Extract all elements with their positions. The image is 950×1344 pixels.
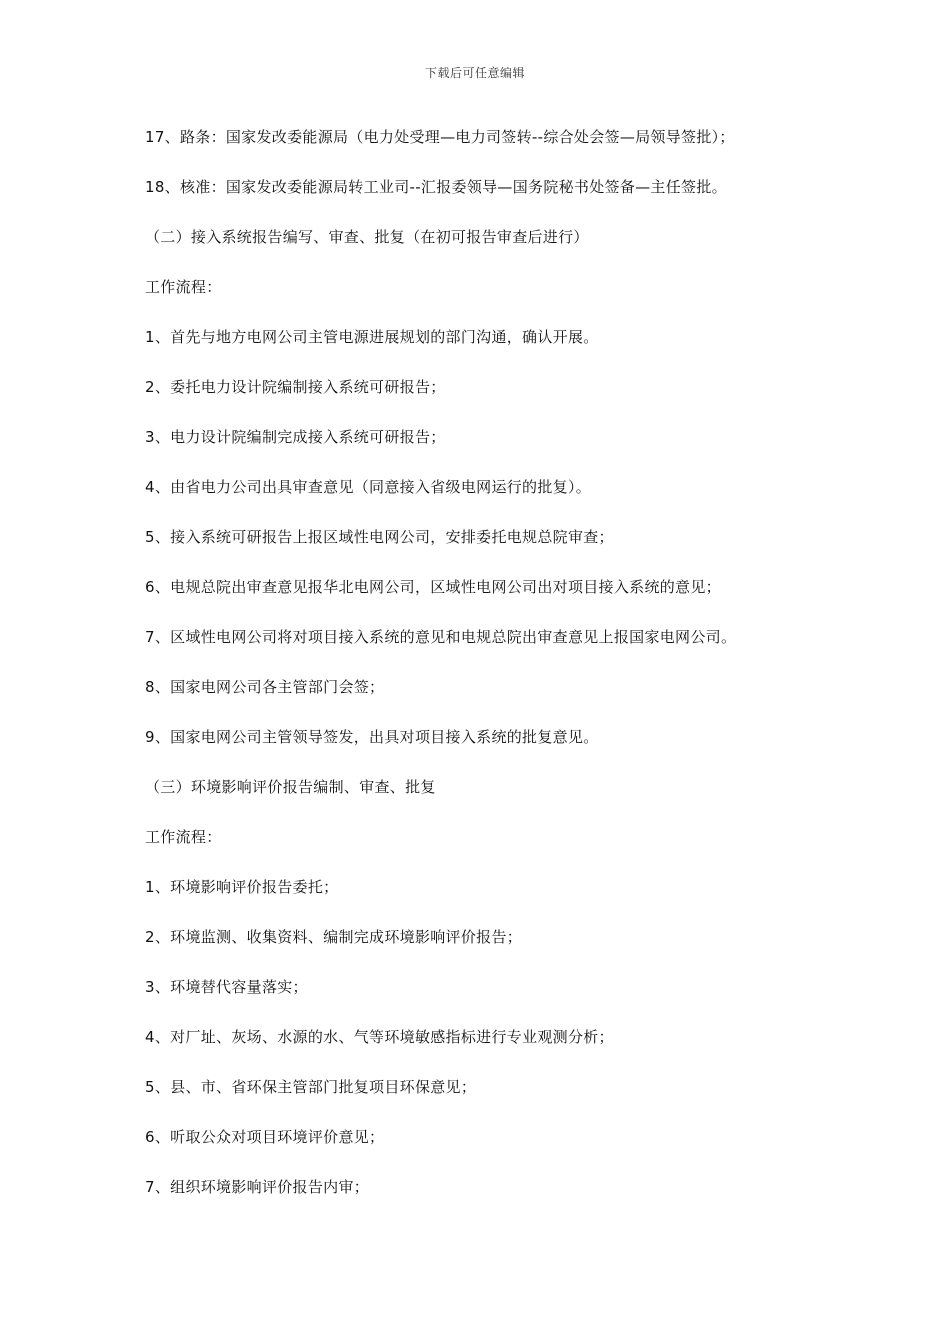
paragraph-line: 1、环境影响评价报告委托； <box>145 878 339 896</box>
paragraph-line: 18、核准：国家发改委能源局转工业司--汇报委领导—国务院秘书处签备—主任签批。 <box>145 178 727 196</box>
paragraph-line: 3、电力设计院编制完成接入系统可研报告； <box>145 428 446 446</box>
paragraph-line: 8、国家电网公司各主管部门会签； <box>145 678 385 696</box>
paragraph-line: 1、首先与地方电网公司主管电源进展规划的部门沟通，确认开展。 <box>145 328 599 346</box>
paragraph-line: 3、环境替代容量落实； <box>145 978 308 996</box>
paragraph-line: 7、组织环境影响评价报告内审； <box>145 1178 370 1196</box>
paragraph-line: 5、接入系统可研报告上报区域性电网公司，安排委托电规总院审查； <box>145 528 614 546</box>
paragraph-line: 4、由省电力公司出具审查意见（同意接入省级电网运行的批复）。 <box>145 478 592 496</box>
paragraph-line: 6、电规总院出审查意见报华北电网公司，区域性电网公司出对项目接入系统的意见； <box>145 578 721 596</box>
paragraph-line: 5、县、市、省环保主管部门批复项目环保意见； <box>145 1078 477 1096</box>
paragraph-line: 7、区域性电网公司将对项目接入系统的意见和电规总院出审查意见上报国家电网公司。 <box>145 628 737 646</box>
subheading: 工作流程： <box>145 278 222 296</box>
page-header: 下载后可任意编辑 <box>424 66 525 80</box>
paragraph-line: 2、环境监测、收集资料、编制完成环境影响评价报告； <box>145 928 523 946</box>
paragraph-line: 4、对厂址、灰场、水源的水、气等环境敏感指标进行专业观测分析； <box>145 1028 614 1046</box>
paragraph-line: 2、委托电力设计院编制接入系统可研报告； <box>145 378 446 396</box>
paragraph-line: 9、国家电网公司主管领导签发，出具对项目接入系统的批复意见。 <box>145 728 599 746</box>
section-heading: （三）环境影响评价报告编制、审查、批复 <box>145 778 436 796</box>
document-body <box>145 124 845 1224</box>
subheading: 工作流程： <box>145 828 222 846</box>
paragraph-line: 6、听取公众对项目环境评价意见； <box>145 1128 385 1146</box>
paragraph-line: 17、路条：国家发改委能源局（电力处受理—电力司签转--综合处会签—局领导签批）； <box>145 128 735 146</box>
section-heading: （二）接入系统报告编写、审查、批复（在初可报告审查后进行） <box>145 228 589 246</box>
